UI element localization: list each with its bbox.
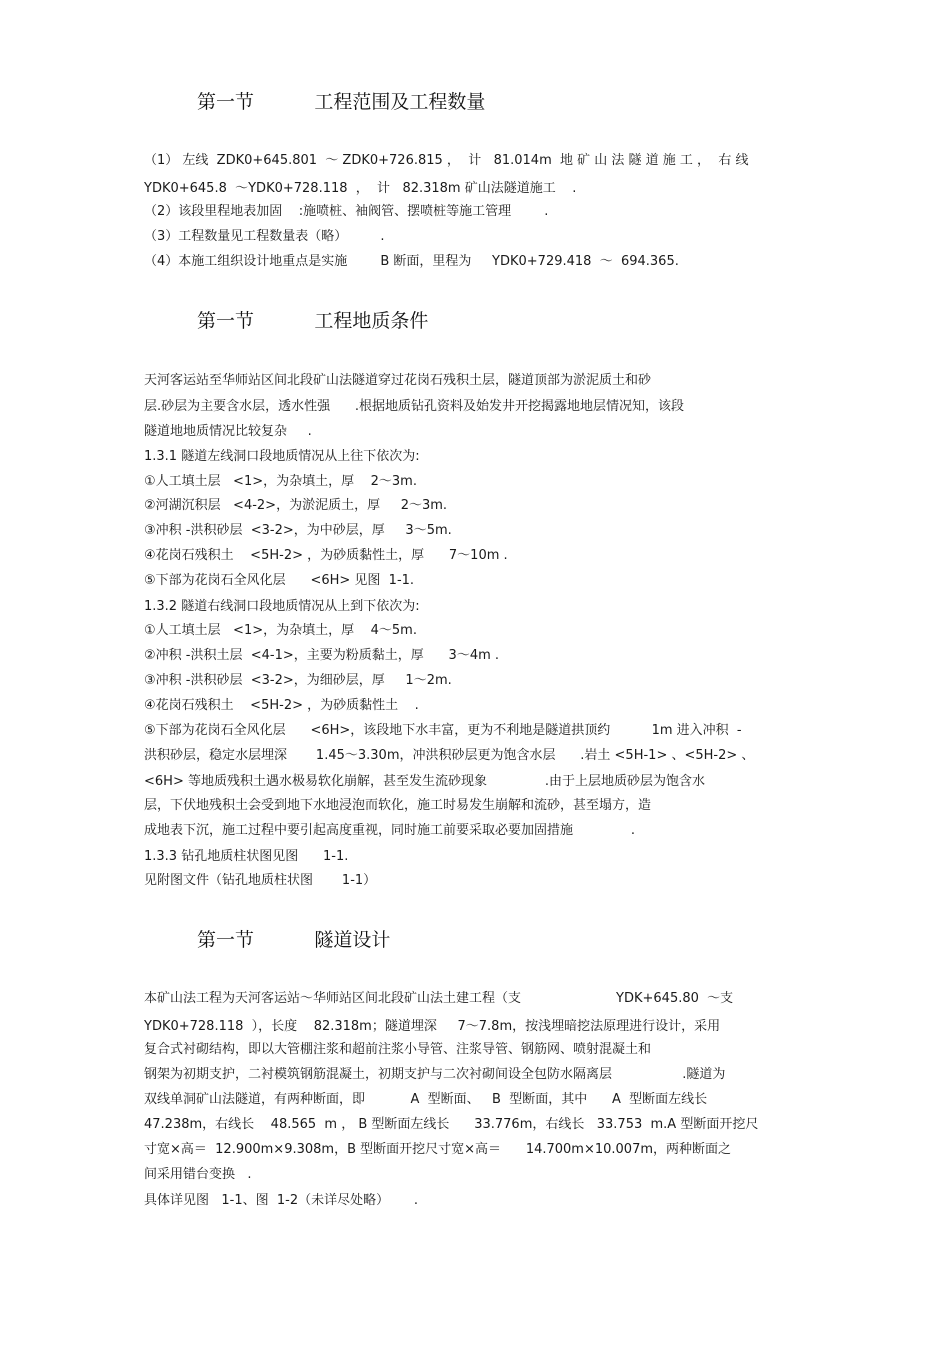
paragraph-line: 成地表下沉，施工过程中要引起高度重视，同时施工前要采取必要加固措施 .: [144, 823, 635, 838]
paragraph-line: 寸宽×高＝ 12.900m×9.308m，B 型断面开挖尺寸宽×高＝ 14.700m×10.007m，两种断面之: [144, 1142, 732, 1157]
paragraph-line: 隧道地地质情况比较复杂 .: [144, 424, 312, 439]
paragraph-line: 钢架为初期支护，二衬模筑钢筋混凝土，初期支护与二次衬砌间设全包防水隔离层 .隧道为: [144, 1067, 726, 1082]
paragraph-line: 双线单洞矿山法隧道，有两种断面，即 A 型断面、 B 型断面，其中 A 型断面左线长: [144, 1092, 708, 1107]
paragraph-line: ⑤下部为花岗石全风化层 <6H> 见图 1-1.: [144, 573, 415, 588]
paragraph-line: 天河客运站至华师站区间北段矿山法隧道穿过花岗石残积土层，隧道顶部为淤泥质土和砂: [144, 373, 652, 388]
paragraph-line: <6H> 等地质残积土遇水极易软化崩解，甚至发生流砂现象 .由于上层地质砂层为饱含水: [144, 774, 705, 789]
paragraph-line: （4）本施工组织设计地重点是实施 B 断面，里程为 YDK0+729.418 ～ 694.365.: [144, 254, 679, 269]
paragraph-line: 1.3.3 钻孔地质柱状图见图 1-1.: [144, 849, 349, 864]
paragraph-line: ②冲积 -洪积土层 <4-1>，主要为粉质黏土，厚 3～4m .: [144, 648, 500, 663]
paragraph-line: ①人工填土层 <1>，为杂填土，厚 2～3m.: [144, 474, 417, 489]
paragraph-line: 层.砂层为主要含水层，透水性强 .根据地质钻孔资料及始发井开挖揭露地地层情况知，该段: [144, 399, 685, 414]
paragraph-line: YDK0+728.118 ），长度 82.318m；隧道埋深 7～7.8m，按浅埋暗挖法原理进行设计，采用: [144, 1019, 721, 1034]
paragraph-line: （1） 左线 ZDK0+645.801 ～ ZDK0+726.815 ， 计 81.014m 地 矿 山 法 隧 道 施 工 ， 右 线: [144, 153, 749, 168]
section-heading-tunnel-design: 第一节 隧道设计: [197, 929, 391, 951]
paragraph-line: ⑤下部为花岗石全风化层 <6H>，该段地下水丰富，更为不利地是隧道拱顶约 1m 进入冲积 -: [144, 723, 742, 738]
paragraph-line: ②河湖沉积层 <4-2>，为淤泥质土，厚 2～3m.: [144, 498, 448, 513]
paragraph-line: ③冲积 -洪积砂层 <3-2>，为中砂层，厚 3～5m.: [144, 523, 452, 538]
section-heading-geology: 第一节 工程地质条件: [197, 310, 429, 332]
paragraph-line: 具体详见图 1-1、图 1-2（未详尽处略） .: [144, 1193, 419, 1208]
paragraph-line: 洪积砂层，稳定水层埋深 1.45～3.30m，冲洪积砂层更为饱含水层 .岩土 <5H-1> 、<5H-2> 、: [144, 748, 755, 763]
section-heading-scope: 第一节 工程范围及工程数量: [197, 91, 486, 113]
paragraph-line: ③冲积 -洪积砂层 <3-2>，为细砂层，厚 1～2m.: [144, 673, 452, 688]
paragraph-line: ①人工填土层 <1>，为杂填土，厚 4～5m.: [144, 623, 417, 638]
paragraph-line: ④花岗石残积土 <5H-2> ，为砂质黏性土，厚 7～10m .: [144, 548, 508, 563]
paragraph-line: 层，下伏地残积土会受到地下水地浸泡而软化，施工时易发生崩解和流砂，甚至塌方，造: [144, 798, 652, 813]
paragraph-line: 见附图文件（钻孔地质柱状图 1-1）: [144, 873, 377, 888]
paragraph-line: （3）工程数量见工程数量表（略） .: [144, 229, 385, 244]
paragraph-line: 47.238m，右线长 48.565 m ， B 型断面左线长 33.776m，右线长 33.753 m.A 型断面开挖尺: [144, 1117, 759, 1132]
paragraph-line: 本矿山法工程为天河客运站～华师站区间北段矿山法土建工程（支 YDK+645.80 ～支: [144, 991, 734, 1006]
paragraph-line: 1.3.1 隧道左线洞口段地质情况从上往下依次为:: [144, 449, 420, 464]
paragraph-line: YDK0+645.8 ～YDK0+728.118 ， 计 82.318m 矿山法隧道施工 .: [144, 181, 577, 196]
paragraph-line: 1.3.2 隧道右线洞口段地质情况从上到下依次为:: [144, 599, 420, 614]
paragraph-line: 间采用错台变换 .: [144, 1167, 252, 1182]
paragraph-line: 复合式衬砌结构，即以大管棚注浆和超前注浆小导管、注浆导管、钢筋网、喷射混凝土和: [144, 1042, 652, 1057]
paragraph-line: ④花岗石残积土 <5H-2> ，为砂质黏性土 .: [144, 698, 419, 713]
paragraph-line: （2）该段里程地表加固 :施喷桩、袖阀管、摆喷桩等施工管理 .: [144, 204, 549, 219]
